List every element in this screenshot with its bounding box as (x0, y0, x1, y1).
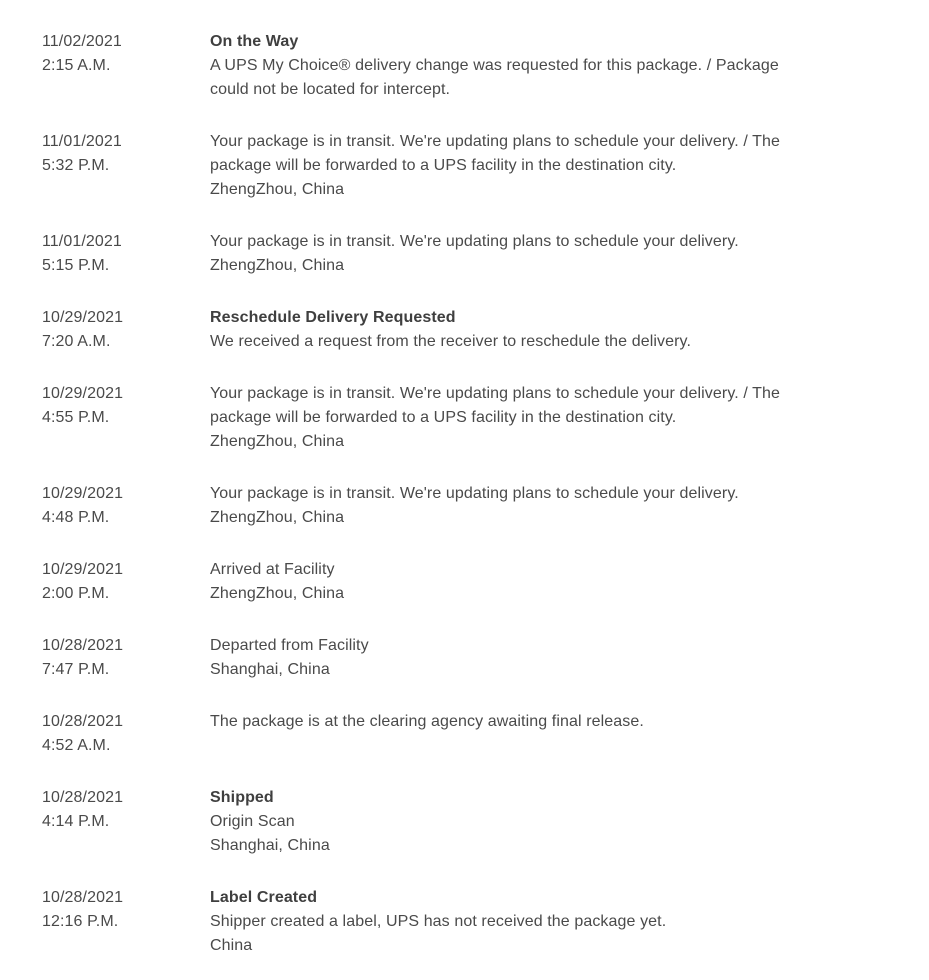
entry-date: 10/29/2021 (42, 561, 124, 578)
entry-datetime (42, 786, 210, 834)
entry-datetime (42, 558, 210, 606)
entry-status-description: Shipper created a label, UPS has not received the package yet. (210, 913, 667, 930)
entry-details (210, 710, 795, 734)
entry-date: 10/28/2021 (42, 889, 124, 906)
entry-milestone-title: Reschedule Delivery Requested (210, 309, 456, 326)
entry-status-description: A UPS My Choice® delivery change was requested for this package. / Package could not be located for intercept. (210, 57, 779, 98)
entry-time: 7:20 A.M. (42, 333, 111, 350)
entry-datetime (42, 230, 210, 278)
tracking-entry (42, 130, 929, 202)
entry-time: 2:00 P.M. (42, 585, 110, 602)
entry-datetime (42, 382, 210, 430)
entry-datetime (42, 130, 210, 178)
tracking-entry (42, 886, 929, 958)
entry-status-description: Your package is in transit. We're updating plans to schedule your delivery. (210, 233, 739, 250)
entry-time: 7:47 P.M. (42, 661, 110, 678)
entry-details (210, 482, 795, 530)
entry-time: 2:15 A.M. (42, 57, 111, 74)
entry-time: 4:55 P.M. (42, 409, 110, 426)
entry-location: Shanghai, China (210, 837, 330, 854)
entry-details (210, 306, 795, 354)
entry-date: 10/28/2021 (42, 789, 124, 806)
entry-time: 5:32 P.M. (42, 157, 110, 174)
tracking-entry (42, 786, 929, 858)
entry-location: ZhengZhou, China (210, 181, 345, 198)
entry-milestone-title: Shipped (210, 789, 274, 806)
entry-location: ZhengZhou, China (210, 433, 345, 450)
tracking-entry (42, 558, 929, 606)
tracking-entry (42, 482, 929, 530)
entry-date: 10/29/2021 (42, 309, 124, 326)
entry-time: 4:48 P.M. (42, 509, 110, 526)
entry-date: 11/02/2021 (42, 33, 122, 50)
entry-location: ZhengZhou, China (210, 257, 345, 274)
entry-location: Shanghai, China (210, 661, 330, 678)
entry-datetime (42, 710, 210, 758)
entry-status-description: The package is at the clearing agency awaiting final release. (210, 713, 644, 730)
entry-details (210, 230, 795, 278)
entry-status-description: We received a request from the receiver to reschedule the delivery. (210, 333, 692, 350)
entry-time: 5:15 P.M. (42, 257, 110, 274)
entry-details (210, 130, 795, 202)
entry-details (210, 886, 795, 958)
entry-time: 4:52 A.M. (42, 737, 111, 754)
tracking-entry (42, 634, 929, 682)
entry-time: 4:14 P.M. (42, 813, 110, 830)
entry-details (210, 634, 795, 682)
entry-details (210, 786, 795, 858)
entry-status-description: Your package is in transit. We're updating plans to schedule your delivery. / The package will be forwarded to a UPS facility in the destination city. (210, 385, 780, 426)
tracking-entry (42, 230, 929, 278)
entry-time: 12:16 P.M. (42, 913, 119, 930)
entry-date: 10/29/2021 (42, 385, 124, 402)
tracking-entry (42, 710, 929, 758)
entry-details (210, 558, 795, 606)
entry-date: 10/29/2021 (42, 485, 124, 502)
entry-date: 11/01/2021 (42, 233, 122, 250)
tracking-entry (42, 382, 929, 454)
entry-date: 10/28/2021 (42, 713, 124, 730)
entry-milestone-title: Label Created (210, 889, 318, 906)
entry-status-description: Your package is in transit. We're updating plans to schedule your delivery. (210, 485, 739, 502)
entry-location: ZhengZhou, China (210, 585, 345, 602)
entry-milestone-title: On the Way (210, 33, 299, 50)
entry-datetime (42, 30, 210, 78)
entry-date: 11/01/2021 (42, 133, 122, 150)
tracking-entry (42, 30, 929, 102)
entry-location: ZhengZhou, China (210, 509, 345, 526)
entry-date: 10/28/2021 (42, 637, 124, 654)
tracking-entry (42, 306, 929, 354)
entry-status-description: Arrived at Facility (210, 561, 335, 578)
entry-status-description: Your package is in transit. We're updating plans to schedule your delivery. / The package will be forwarded to a UPS facility in the destination city. (210, 133, 780, 174)
entry-details (210, 382, 795, 454)
entry-details (210, 30, 795, 102)
entry-status-description: Origin Scan (210, 813, 295, 830)
entry-location: China (210, 937, 253, 954)
entry-datetime (42, 634, 210, 682)
entry-status-description: Departed from Facility (210, 637, 369, 654)
entry-datetime (42, 886, 210, 934)
entry-datetime (42, 306, 210, 354)
entry-datetime (42, 482, 210, 530)
